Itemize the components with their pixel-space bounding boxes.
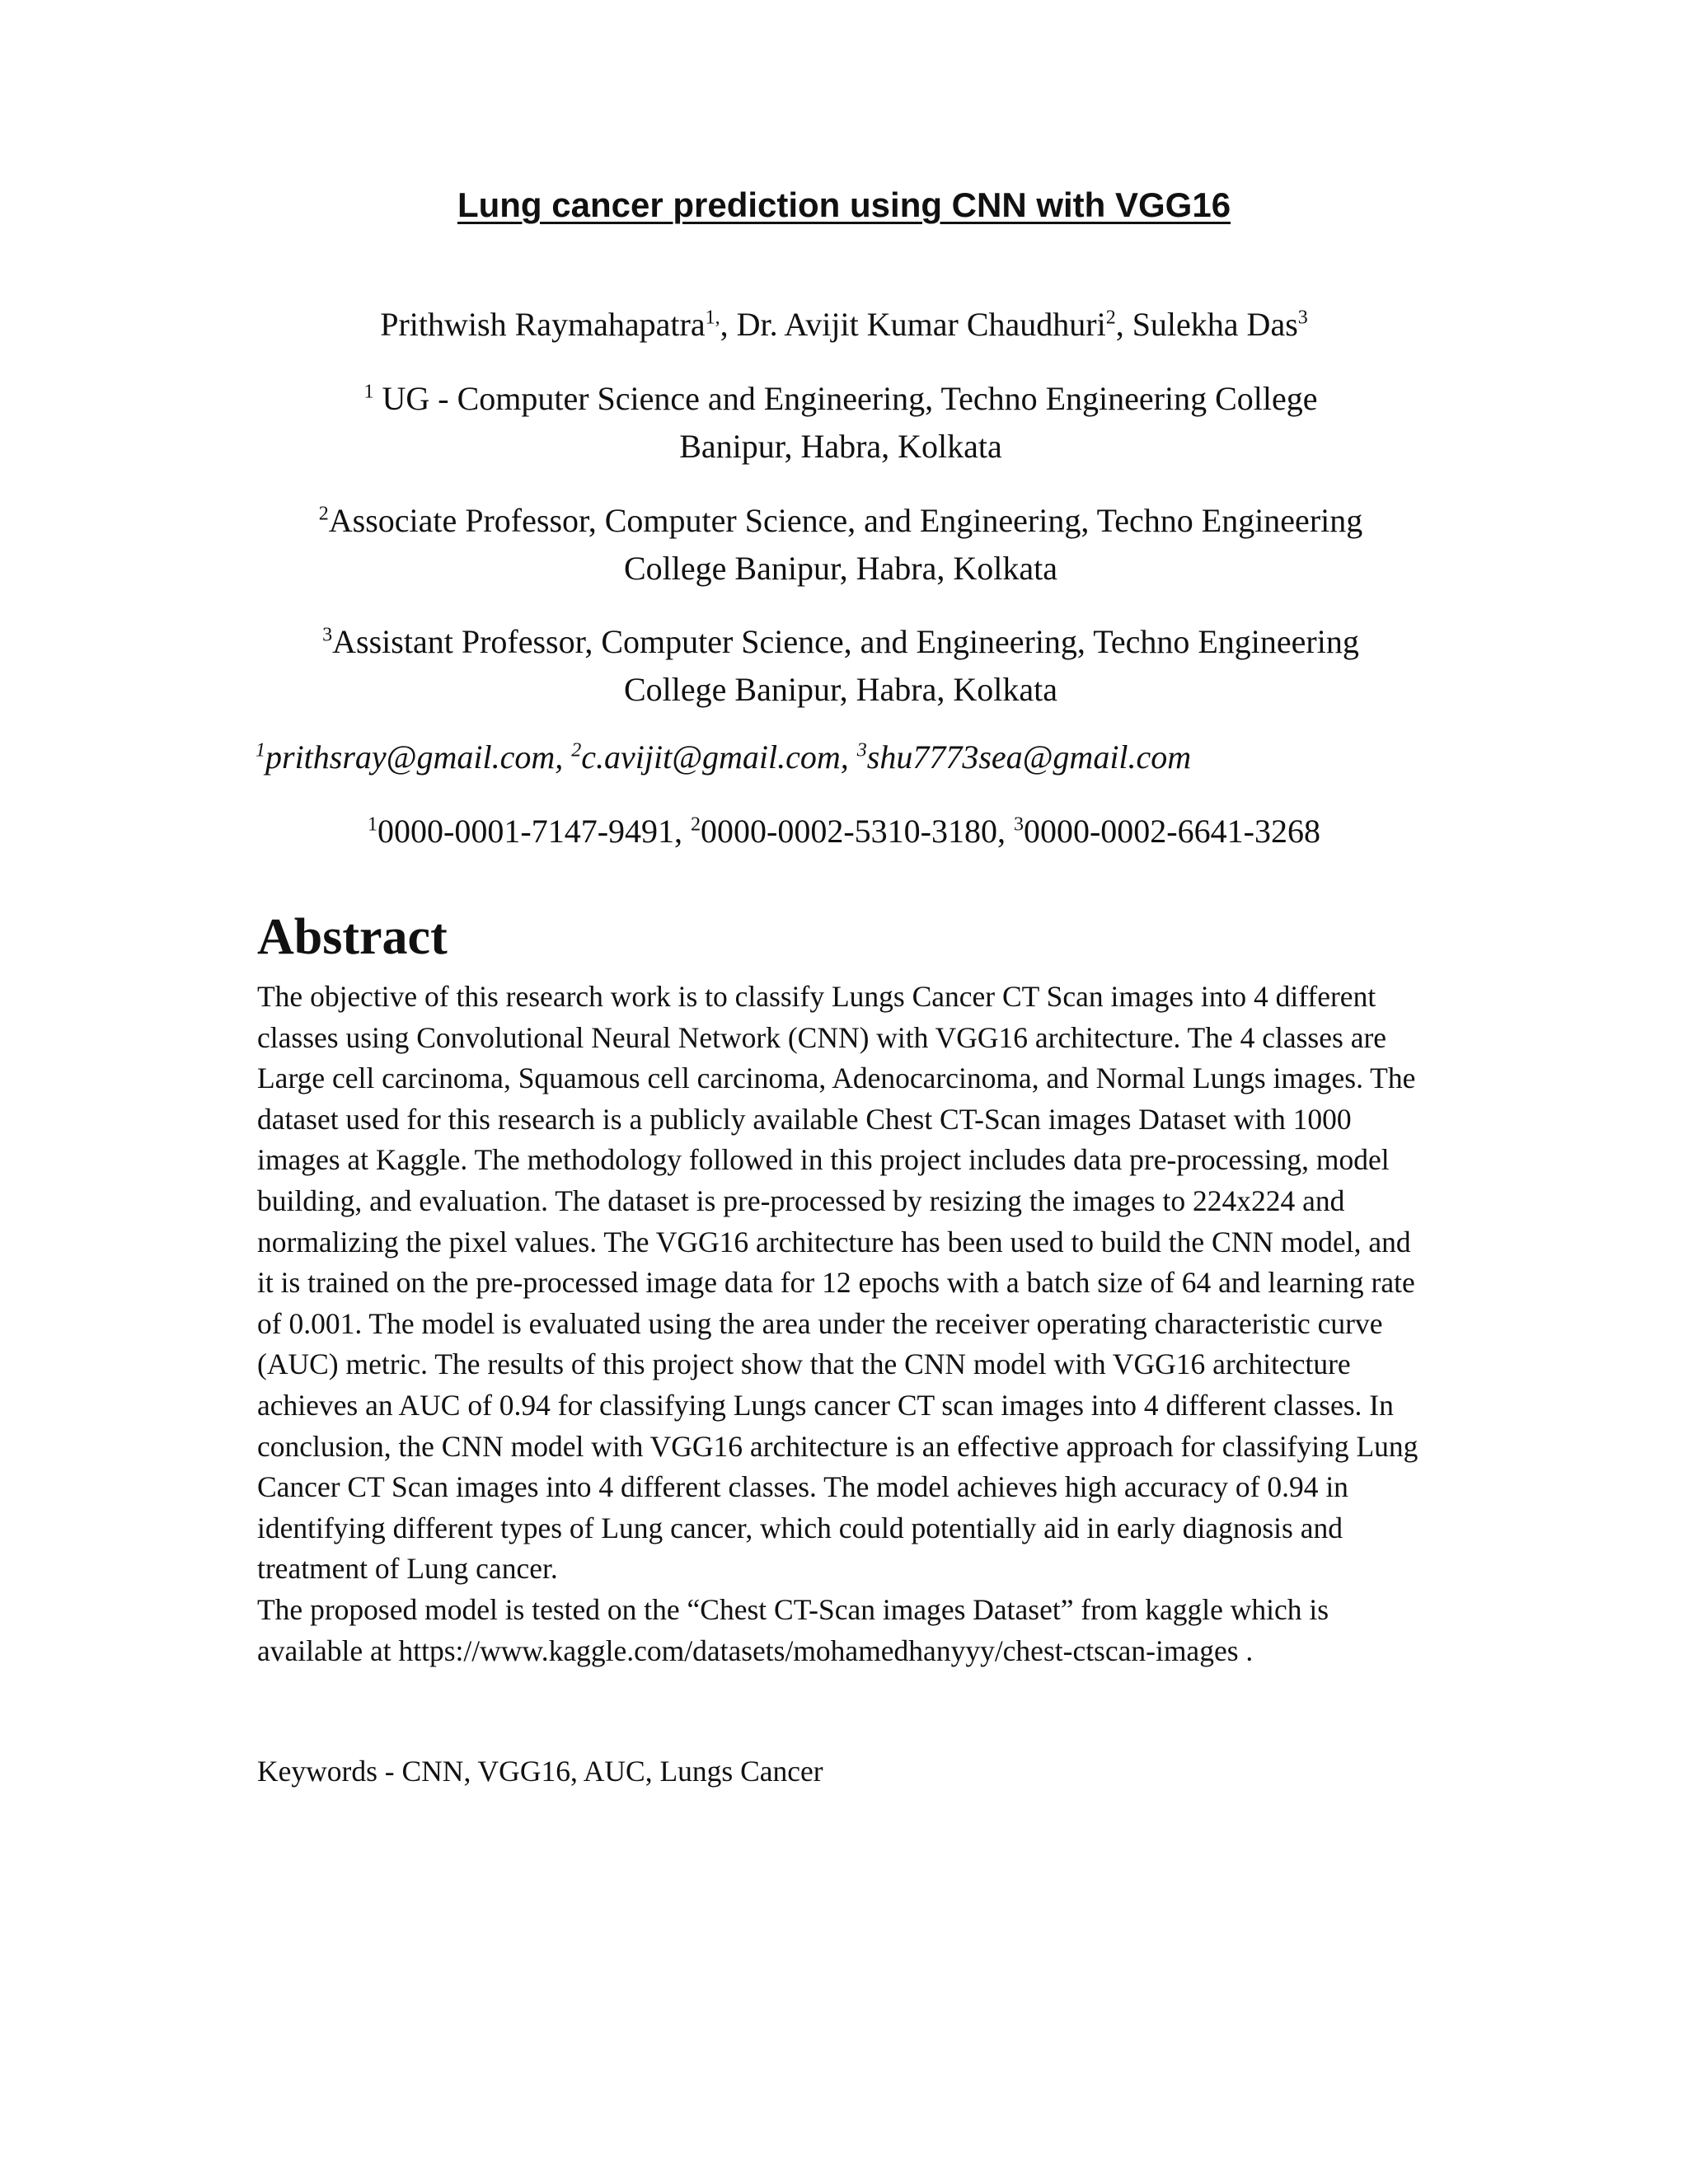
email-mark: 1 (256, 739, 265, 762)
email-list (256, 738, 1492, 776)
abstract-heading: Abstract (257, 909, 448, 965)
orcid-separator: , (674, 813, 692, 850)
affiliation-line: College Banipur, Habra, Kolkata (623, 671, 1057, 708)
email-address[interactable]: shu7773sea@gmail.com (866, 738, 1192, 776)
keywords: Keywords - CNN, VGG16, AUC, Lungs Cancer (257, 1755, 823, 1788)
orcid-id: 0000-0002-5310-3180 (701, 813, 997, 850)
orcid-mark: 1 (368, 813, 378, 836)
affiliation-line: Banipur, Habra, Kolkata (679, 428, 1002, 465)
affiliation-line: Associate Professor, Computer Science, and Engineering, Techno Engineering (328, 502, 1363, 539)
affiliation-mark: 2 (318, 503, 329, 525)
abstract-paragraph: The objective of this research work is to classify Lungs Cancer CT Scan images into 4 different classes using Convolutional Neural Network (CNN) with VGG16 architecture. The 4 classes are Large cell carcinoma, Squamous cell carcinoma, Adenocarcinoma, and Normal Lungs images. The dataset used for this research is a publicly available Chest CT-Scan images Dataset with 1000 images at Kaggle. The methodology followed in this project includes data pre-processing, model building, and evaluation. The dataset is pre-processed by resizing the images to 224x224 and normalizing the pixel values. The VGG16 architecture has been used to build the CNN model, and it is trained on the pre-processed image data for 12 epochs with a batch size of 64 and learning rate of 0.001. The model is evaluated using the area under the receiver operating characteristic curve (AUC) metric. The results of this project show that the CNN model with VGG16 architecture achieves an AUC of 0.94 for classifying Lungs cancer CT scan images into 4 different classes. In conclusion, the CNN model with VGG16 architecture is an effective approach for classifying Lung Cancer CT Scan images into 4 different classes. The model achieves high accuracy of 0.94 in identifying different types of Lung cancer, which could potentially aid in early diagnosis and treatment of Lung cancer. (257, 980, 1418, 1586)
author-list (0, 305, 1688, 344)
affiliation-line: Assistant Professor, Computer Science, and Engineering, Techno Engineering (332, 623, 1359, 660)
orcid-mark: 2 (691, 813, 701, 836)
orcid-separator: , (996, 813, 1014, 850)
email-separator: , (555, 738, 572, 776)
abstract-paragraph: The proposed model is tested on the “Chest CT-Scan images Dataset” from kaggle which is available at https://www.kaggle.com/datasets/mohamedhanyyy/chest-ctscan-images . (257, 1592, 1329, 1667)
orcid-id: 0000-0001-7147-9491 (377, 813, 675, 850)
author-name: Dr. Avijit Kumar Chaudhuri (736, 306, 1106, 343)
affiliation-line: UG - Computer Science and Engineering, Techno Engineering College (373, 380, 1318, 417)
author-name: Sulekha Das (1132, 306, 1298, 343)
author-mark: 2 (1105, 307, 1116, 329)
orcid-id: 0000-0002-6641-3268 (1023, 813, 1320, 850)
affiliation-mark: 1 (363, 381, 374, 403)
affiliation (214, 497, 1467, 593)
abstract-body (257, 977, 1428, 1671)
paper-title: Lung cancer prediction using CNN with VGG16 (457, 185, 1231, 224)
orcid-mark: 3 (1013, 813, 1024, 836)
email-separator: , (840, 738, 857, 776)
email-mark: 3 (856, 739, 867, 762)
author-name: Prithwish Raymahapatra (380, 306, 706, 343)
email-mark: 2 (571, 739, 582, 762)
affiliation (214, 618, 1467, 714)
author-separator: , (1115, 306, 1132, 343)
author-mark: 3 (1297, 307, 1308, 329)
orcid-list (0, 812, 1688, 851)
email-address[interactable]: c.avijit@gmail.com (581, 738, 841, 776)
affiliation-mark: 3 (322, 624, 333, 646)
author-separator: , (720, 306, 737, 343)
affiliation (214, 375, 1467, 471)
email-address[interactable]: prithsray@gmail.com (265, 738, 556, 776)
author-mark: 1, (705, 307, 720, 329)
affiliation-line: College Banipur, Habra, Kolkata (623, 550, 1057, 587)
